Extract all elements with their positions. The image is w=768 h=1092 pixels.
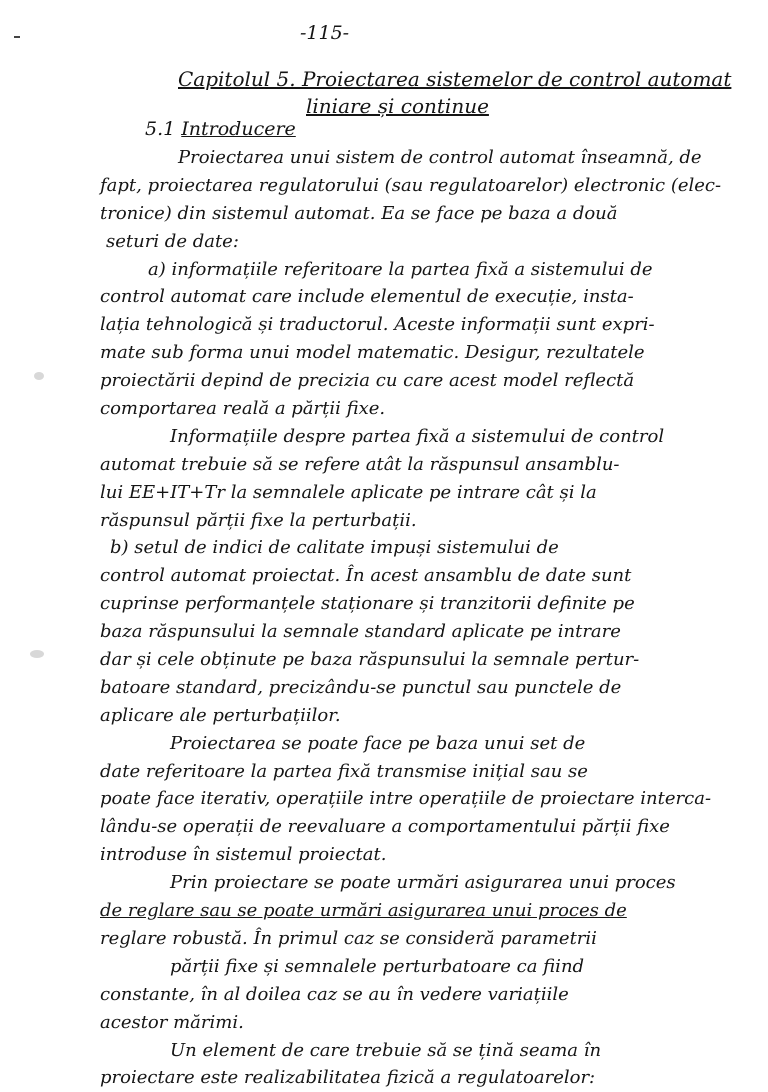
body-line: a) informațiile referitoare la partea fixă a sistemului de [148, 258, 653, 280]
paper-speck [30, 650, 44, 658]
body-line: tronice) din sistemul automat. Ea se face pe baza a două [100, 202, 618, 224]
body-line: control automat care include elementul de execuție, insta- [100, 286, 634, 308]
margin-mark [14, 36, 20, 38]
body-line: cuprinse performanțele staționare și tranzitorii definite pe [100, 593, 635, 615]
chapter-title [178, 66, 738, 120]
body-line: mate sub forma unui model matematic. Desigur, rezultatele [100, 342, 645, 364]
body-line: baza răspunsului la semnale standard aplicate pe intrare [100, 621, 621, 643]
body-line: acestor mărimi. [100, 1011, 244, 1033]
body-line: lui EE+IT+Tr la semnalele aplicate pe intrare cât și la [100, 481, 597, 503]
section-heading [145, 118, 296, 140]
body-line: batoare standard, precizându-se punctul sau punctele de [100, 676, 622, 698]
body-line: Prin proiectare se poate urmări asigurarea unui proces [170, 872, 676, 894]
body-line: seturi de date: [106, 230, 239, 252]
body-line: reglare robustă. În primul caz se consideră parametrii [100, 927, 597, 949]
body-line: automat trebuie să se refere atât la răspunsul ansamblu- [100, 453, 620, 475]
body-line: părții fixe și semnalele perturbatoare ca fiind [170, 955, 585, 977]
body-line: fapt, proiectarea regulatorului (sau regulatoarelor) electronic (elec- [100, 174, 722, 196]
body-line: poate face iterativ, operațiile intre operațiile de proiectare interca- [100, 788, 712, 810]
body-line: constante, în al doilea caz se au în vedere variațiile [100, 983, 569, 1005]
body-line: lația tehnologică și traductorul. Aceste informații sunt expri- [100, 314, 655, 336]
body-line: de reglare sau se poate urmări asigurarea unui proces de [100, 900, 627, 922]
body-line: b) setul de indici de calitate impuși sistemului de [110, 537, 559, 559]
body-line: control automat proiectat. În acest ansamblu de date sunt [100, 565, 632, 587]
body-line: proiectării depind de precizia cu care acest model reflectă [100, 370, 635, 392]
body-text [100, 144, 750, 1092]
body-line: răspunsul părții fixe la perturbații. [100, 509, 417, 531]
chapter-title-line-2: liniare și continue [306, 94, 489, 118]
chapter-title-line-1: Capitolul 5. Proiectarea sistemelor de control automat [178, 67, 732, 91]
body-line: Un element de care trebuie să se țină seama în [170, 1039, 602, 1061]
body-line: Informațiile despre partea fixă a sistemului de control [170, 425, 665, 447]
body-line: proiectare este realizabilitatea fizică a regulatoarelor: [100, 1067, 596, 1089]
section-title: Introducere [181, 118, 296, 140]
paper-speck [34, 372, 44, 380]
body-line: aplicare ale perturbațiilor. [100, 704, 341, 726]
body-line: date referitoare la partea fixă transmise inițial sau se [100, 760, 588, 782]
body-line: lându-se operații de reevaluare a comportamentului părții fixe [100, 816, 670, 838]
body-line: introduse în sistemul proiectat. [100, 844, 387, 866]
body-line: Proiectarea se poate face pe baza unui set de [170, 732, 586, 754]
body-line: Proiectarea unui sistem de control automat înseamnă, de [178, 147, 702, 168]
page-number: -115- [300, 22, 350, 44]
body-line: comportarea reală a părții fixe. [100, 398, 386, 420]
body-line: dar și cele obținute pe baza răspunsului la semnale pertur- [100, 649, 640, 671]
section-number: 5.1 [145, 118, 176, 140]
